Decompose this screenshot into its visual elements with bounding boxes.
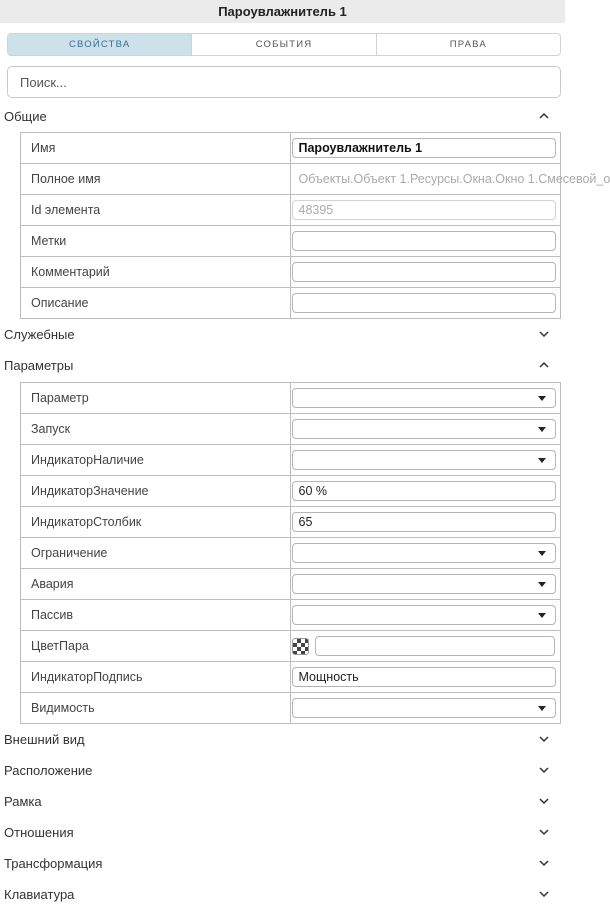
- caret-down-icon: [538, 458, 546, 463]
- section-appearance-header[interactable]: [0, 724, 565, 755]
- chevron-down-icon: [539, 889, 549, 899]
- property-label: Полное имя: [21, 164, 291, 194]
- section-title: Общие: [4, 109, 47, 124]
- limit-select[interactable]: [292, 543, 556, 563]
- general-property-grid: [20, 132, 610, 319]
- full-name-field: Объекты.Объект 1.Ресурсы.Окна.Окно 1.Смесевой_о: [292, 169, 556, 189]
- property-label: Описание: [21, 288, 291, 318]
- chevron-up-icon: [539, 360, 549, 370]
- section-title: Отношения: [4, 825, 74, 840]
- element-id-field: 48395: [292, 200, 556, 220]
- chevron-down-icon: [539, 858, 549, 868]
- property-row-start: [21, 414, 561, 445]
- property-row-visibility: [21, 693, 561, 724]
- property-row-ind-caption: [21, 662, 561, 693]
- visibility-select[interactable]: [292, 698, 556, 718]
- property-row-steam-color: [21, 631, 561, 662]
- property-row-description: [21, 288, 561, 319]
- ind-bar-field[interactable]: 65: [292, 512, 556, 532]
- section-general-header[interactable]: [0, 101, 565, 132]
- property-label: ИндикаторПодпись: [21, 662, 291, 692]
- section-title: Внешний вид: [4, 732, 85, 747]
- chevron-down-icon: [539, 329, 549, 339]
- section-title: Клавиатура: [4, 887, 75, 902]
- chevron-up-icon: [539, 111, 549, 121]
- caret-down-icon: [538, 551, 546, 556]
- caret-down-icon: [538, 706, 546, 711]
- chevron-down-icon: [539, 796, 549, 806]
- search-input[interactable]: [7, 66, 561, 98]
- section-title: Служебные: [4, 327, 75, 342]
- comment-field[interactable]: [292, 262, 556, 282]
- property-label: Авария: [21, 569, 291, 599]
- section-title: Трансформация: [4, 856, 103, 871]
- panel-title: Пароувлажнитель 1: [0, 0, 565, 23]
- property-row-ind-value: [21, 476, 561, 507]
- section-frame-header[interactable]: [0, 786, 565, 817]
- start-select[interactable]: [292, 419, 556, 439]
- section-params-header[interactable]: [0, 350, 565, 381]
- section-title: Параметры: [4, 358, 74, 373]
- property-label: Запуск: [21, 414, 291, 444]
- caret-down-icon: [538, 613, 546, 618]
- steam-color-field[interactable]: [315, 636, 555, 656]
- property-row-passive: [21, 600, 561, 631]
- property-label: ЦветПара: [21, 631, 291, 661]
- property-label: ИндикаторНаличие: [21, 445, 291, 475]
- tab-bar: [7, 33, 561, 56]
- params-property-grid: [20, 382, 561, 724]
- tab-rights[interactable]: ПРАВА: [449, 39, 487, 50]
- property-label: Параметр: [21, 383, 291, 413]
- property-row-ind-presence: [21, 445, 561, 476]
- tab-events[interactable]: СОБЫТИЯ: [192, 34, 376, 55]
- tab-properties[interactable]: СВОЙСТВА: [8, 34, 192, 55]
- caret-down-icon: [538, 427, 546, 432]
- section-keyboard-header[interactable]: [0, 879, 565, 910]
- property-row-tags: [21, 226, 561, 257]
- property-row-comment: [21, 257, 561, 288]
- chevron-down-icon: [539, 734, 549, 744]
- property-label: Имя: [21, 133, 291, 163]
- ind-value-field[interactable]: 60 %: [292, 481, 556, 501]
- section-relations-header[interactable]: [0, 817, 565, 848]
- property-row-limit: [21, 538, 561, 569]
- chevron-down-icon: [539, 765, 549, 775]
- property-label: Метки: [21, 226, 291, 256]
- property-label: Пассив: [21, 600, 291, 630]
- param-select[interactable]: [292, 388, 556, 408]
- property-row-alarm: [21, 569, 561, 600]
- property-label: Комментарий: [21, 257, 291, 287]
- section-transform-header[interactable]: [0, 848, 565, 879]
- description-field[interactable]: [292, 293, 556, 313]
- color-swatch[interactable]: [292, 638, 309, 655]
- property-label: Видимость: [21, 693, 291, 723]
- property-label: ИндикаторСтолбик: [21, 507, 291, 537]
- chevron-down-icon: [539, 827, 549, 837]
- alarm-select[interactable]: [292, 574, 556, 594]
- section-title: Рамка: [4, 794, 42, 809]
- name-field[interactable]: Пароувлажнитель 1: [292, 138, 556, 158]
- property-label: ИндикаторЗначение: [21, 476, 291, 506]
- property-row-element-id: [21, 195, 561, 226]
- property-row-param: [21, 383, 561, 414]
- section-title: Расположение: [4, 763, 93, 778]
- section-location-header[interactable]: [0, 755, 565, 786]
- ind-presence-select[interactable]: [292, 450, 556, 470]
- section-service-header[interactable]: [0, 319, 565, 350]
- caret-down-icon: [538, 396, 546, 401]
- ind-caption-field[interactable]: Мощность: [292, 667, 556, 687]
- property-row-name: [21, 133, 561, 164]
- property-label: Id элемента: [21, 195, 291, 225]
- property-label: Ограничение: [21, 538, 291, 568]
- property-row-full-name: [21, 164, 610, 195]
- tags-field[interactable]: [292, 231, 556, 251]
- caret-down-icon: [538, 582, 546, 587]
- property-row-ind-bar: [21, 507, 561, 538]
- passive-select[interactable]: [292, 605, 556, 625]
